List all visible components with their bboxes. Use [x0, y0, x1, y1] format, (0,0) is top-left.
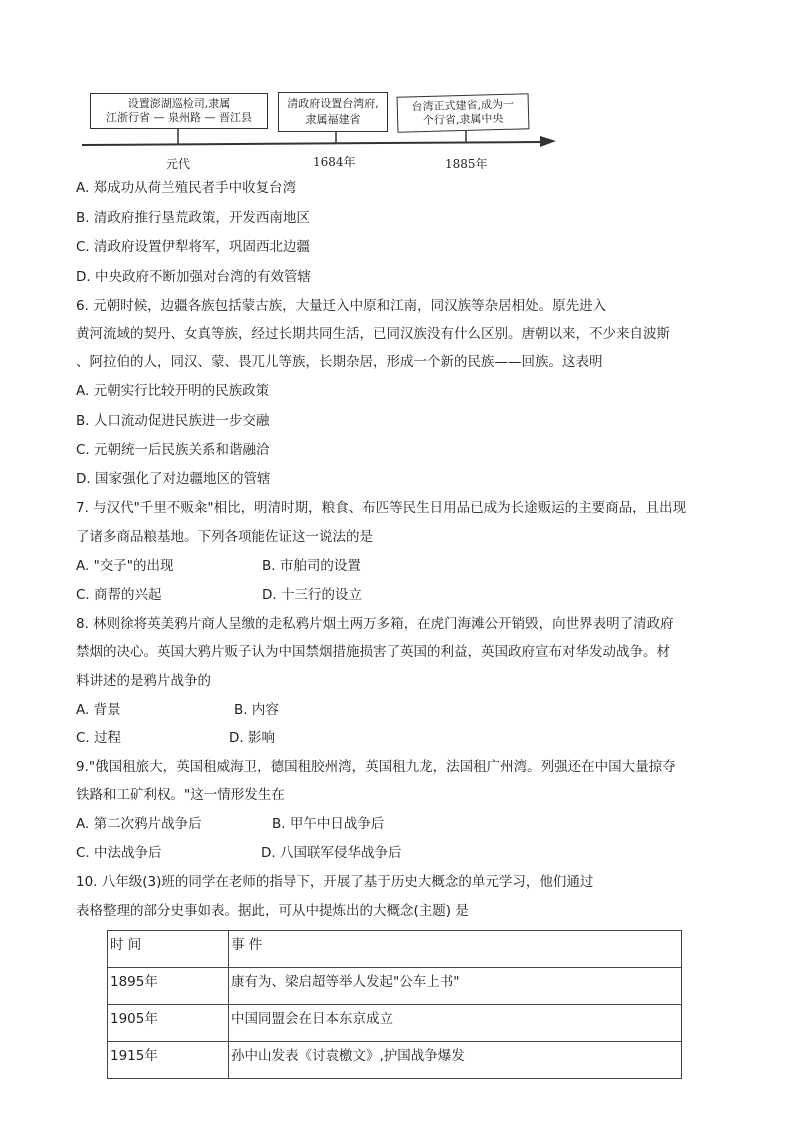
timeline-label-1885: 1885年 [445, 157, 488, 171]
q8-option-a: A. 背景 [76, 702, 121, 718]
timeline-axis [0, 0, 794, 180]
q8-stem-line: 禁烟的决心。英国大鸦片贩子认为中国禁烟措施损害了英国的利益，英国政府宣布对华发动战争。材 [76, 644, 670, 660]
q6-option-d: D. 国家强化了对边疆地区的管辖 [76, 471, 271, 487]
q8-option-b: B. 内容 [234, 702, 279, 718]
q6-option-a: A. 元朝实行比较开明的民族政策 [76, 383, 270, 399]
table-header-event: 事 件 [229, 931, 682, 968]
table-row [108, 1042, 682, 1079]
timeline-box-1885 [397, 93, 530, 132]
table-cell-time: 1895年 [108, 968, 229, 1005]
q8-option-c: C. 过程 [76, 730, 122, 746]
timeline-label-yuan: 元代 [166, 157, 191, 171]
q7-option-d: D. 十三行的设立 [262, 587, 362, 603]
q5-option-b: B. 清政府推行垦荒政策，开发西南地区 [76, 210, 310, 226]
q7-option-c: C. 商帮的兴起 [76, 587, 162, 603]
timeline-box-line: 个行省,隶属中央 [422, 111, 504, 128]
q9-option-d: D. 八国联军侵华战争后 [261, 845, 402, 861]
q7-stem-line: 7. 与汉代"千里不贩籴"相比，明清时期，粮食、布匹等民生日用品已成为长途贩运的主要商品，且出现 [76, 500, 687, 516]
q5-option-c: C. 清政府设置伊犁将军，巩固西北边疆 [76, 239, 311, 255]
timeline-box-line: 清政府设置台湾府, [287, 97, 379, 110]
q7-option-a: A. "交子"的出现 [76, 558, 174, 574]
q6-stem-line: 黄河流域的契丹、女真等族，经过长期共同生活，已同汉族没有什么区别。唐朝以来，不少来自波斯 [76, 326, 670, 342]
q5-option-a: A. 郑成功从荷兰殖民者手中收复台湾 [76, 180, 297, 196]
table-header-time: 时 间 [108, 931, 229, 968]
q8-option-d: D. 影响 [229, 730, 275, 746]
q7-stem-line: 了诸多商品粮基地。下列各项能佐证这一说法的是 [76, 529, 373, 545]
q9-stem-line: 铁路和工矿利权。"这一情形发生在 [76, 787, 285, 803]
q9-option-b: B. 甲午中日战争后 [272, 816, 385, 832]
table-cell-event: 孙中山发表《讨袁檄文》,护国战争爆发 [229, 1042, 682, 1079]
timeline-box-line: 台湾正式建省,成为一 [411, 97, 515, 114]
q6-stem-line: 、阿拉伯的人，同汉、蒙、畏兀儿等族，长期杂居，形成一个新的民族——回族。这表明 [76, 354, 603, 370]
table-cell-event: 中国同盟会在日本东京成立 [229, 1005, 682, 1042]
timeline-box-1684 [278, 92, 388, 132]
table-row [108, 1005, 682, 1042]
q6-option-b: B. 人口流动促进民族进一步交融 [76, 413, 270, 429]
q8-stem-line: 8. 林则徐将英美鸦片商人呈缴的走私鸦片烟土两万多箱，在虎门海滩公开销毁，向世界表明了清政府 [76, 616, 674, 632]
timeline-box-yuan [90, 93, 268, 129]
table-header-row [108, 931, 682, 968]
timeline-label-1684: 1684年 [313, 155, 356, 169]
table-row [108, 968, 682, 1005]
events-table [107, 930, 682, 1079]
q9-stem-line: 9."俄国租旅大，英国租威海卫，德国租胶州湾，英国租九龙，法国租广州湾。列强还在中国大量掠夺 [76, 759, 676, 775]
timeline-box-line: 设置澎湖巡检司,隶属 [127, 97, 231, 110]
table-cell-time: 1905年 [108, 1005, 229, 1042]
q10-stem-line: 10. 八年级(3)班的同学在老师的指导下，开展了基于历史大概念的单元学习，他们通过 [76, 874, 594, 890]
timeline-box-line: 江浙行省 — 泉州路 — 晋江县 [106, 111, 252, 124]
q6-option-c: C. 元朝统一后民族关系和谐融洽 [76, 442, 270, 458]
q10-stem-line: 表格整理的部分史事如表。据此，可从中提炼出的大概念(主题) 是 [76, 903, 469, 919]
q5-option-d: D. 中央政府不断加强对台湾的有效管辖 [76, 269, 311, 285]
table-cell-time: 1915年 [108, 1042, 229, 1079]
q6-stem-line: 6. 元朝时候，边疆各族包括蒙古族，大量迁入中原和江南，同汉族等杂居相处。原先进入 [76, 298, 607, 314]
q9-option-c: C. 中法战争后 [76, 845, 162, 861]
q8-stem-line: 料讲述的是鸦片战争的 [76, 673, 211, 689]
table-cell-event: 康有为、梁启超等举人发起"公车上书" [229, 968, 682, 1005]
q9-option-a: A. 第二次鸦片战争后 [76, 816, 202, 832]
timeline-box-line: 隶属福建省 [305, 113, 361, 126]
q7-option-b: B. 市舶司的设置 [262, 558, 361, 574]
